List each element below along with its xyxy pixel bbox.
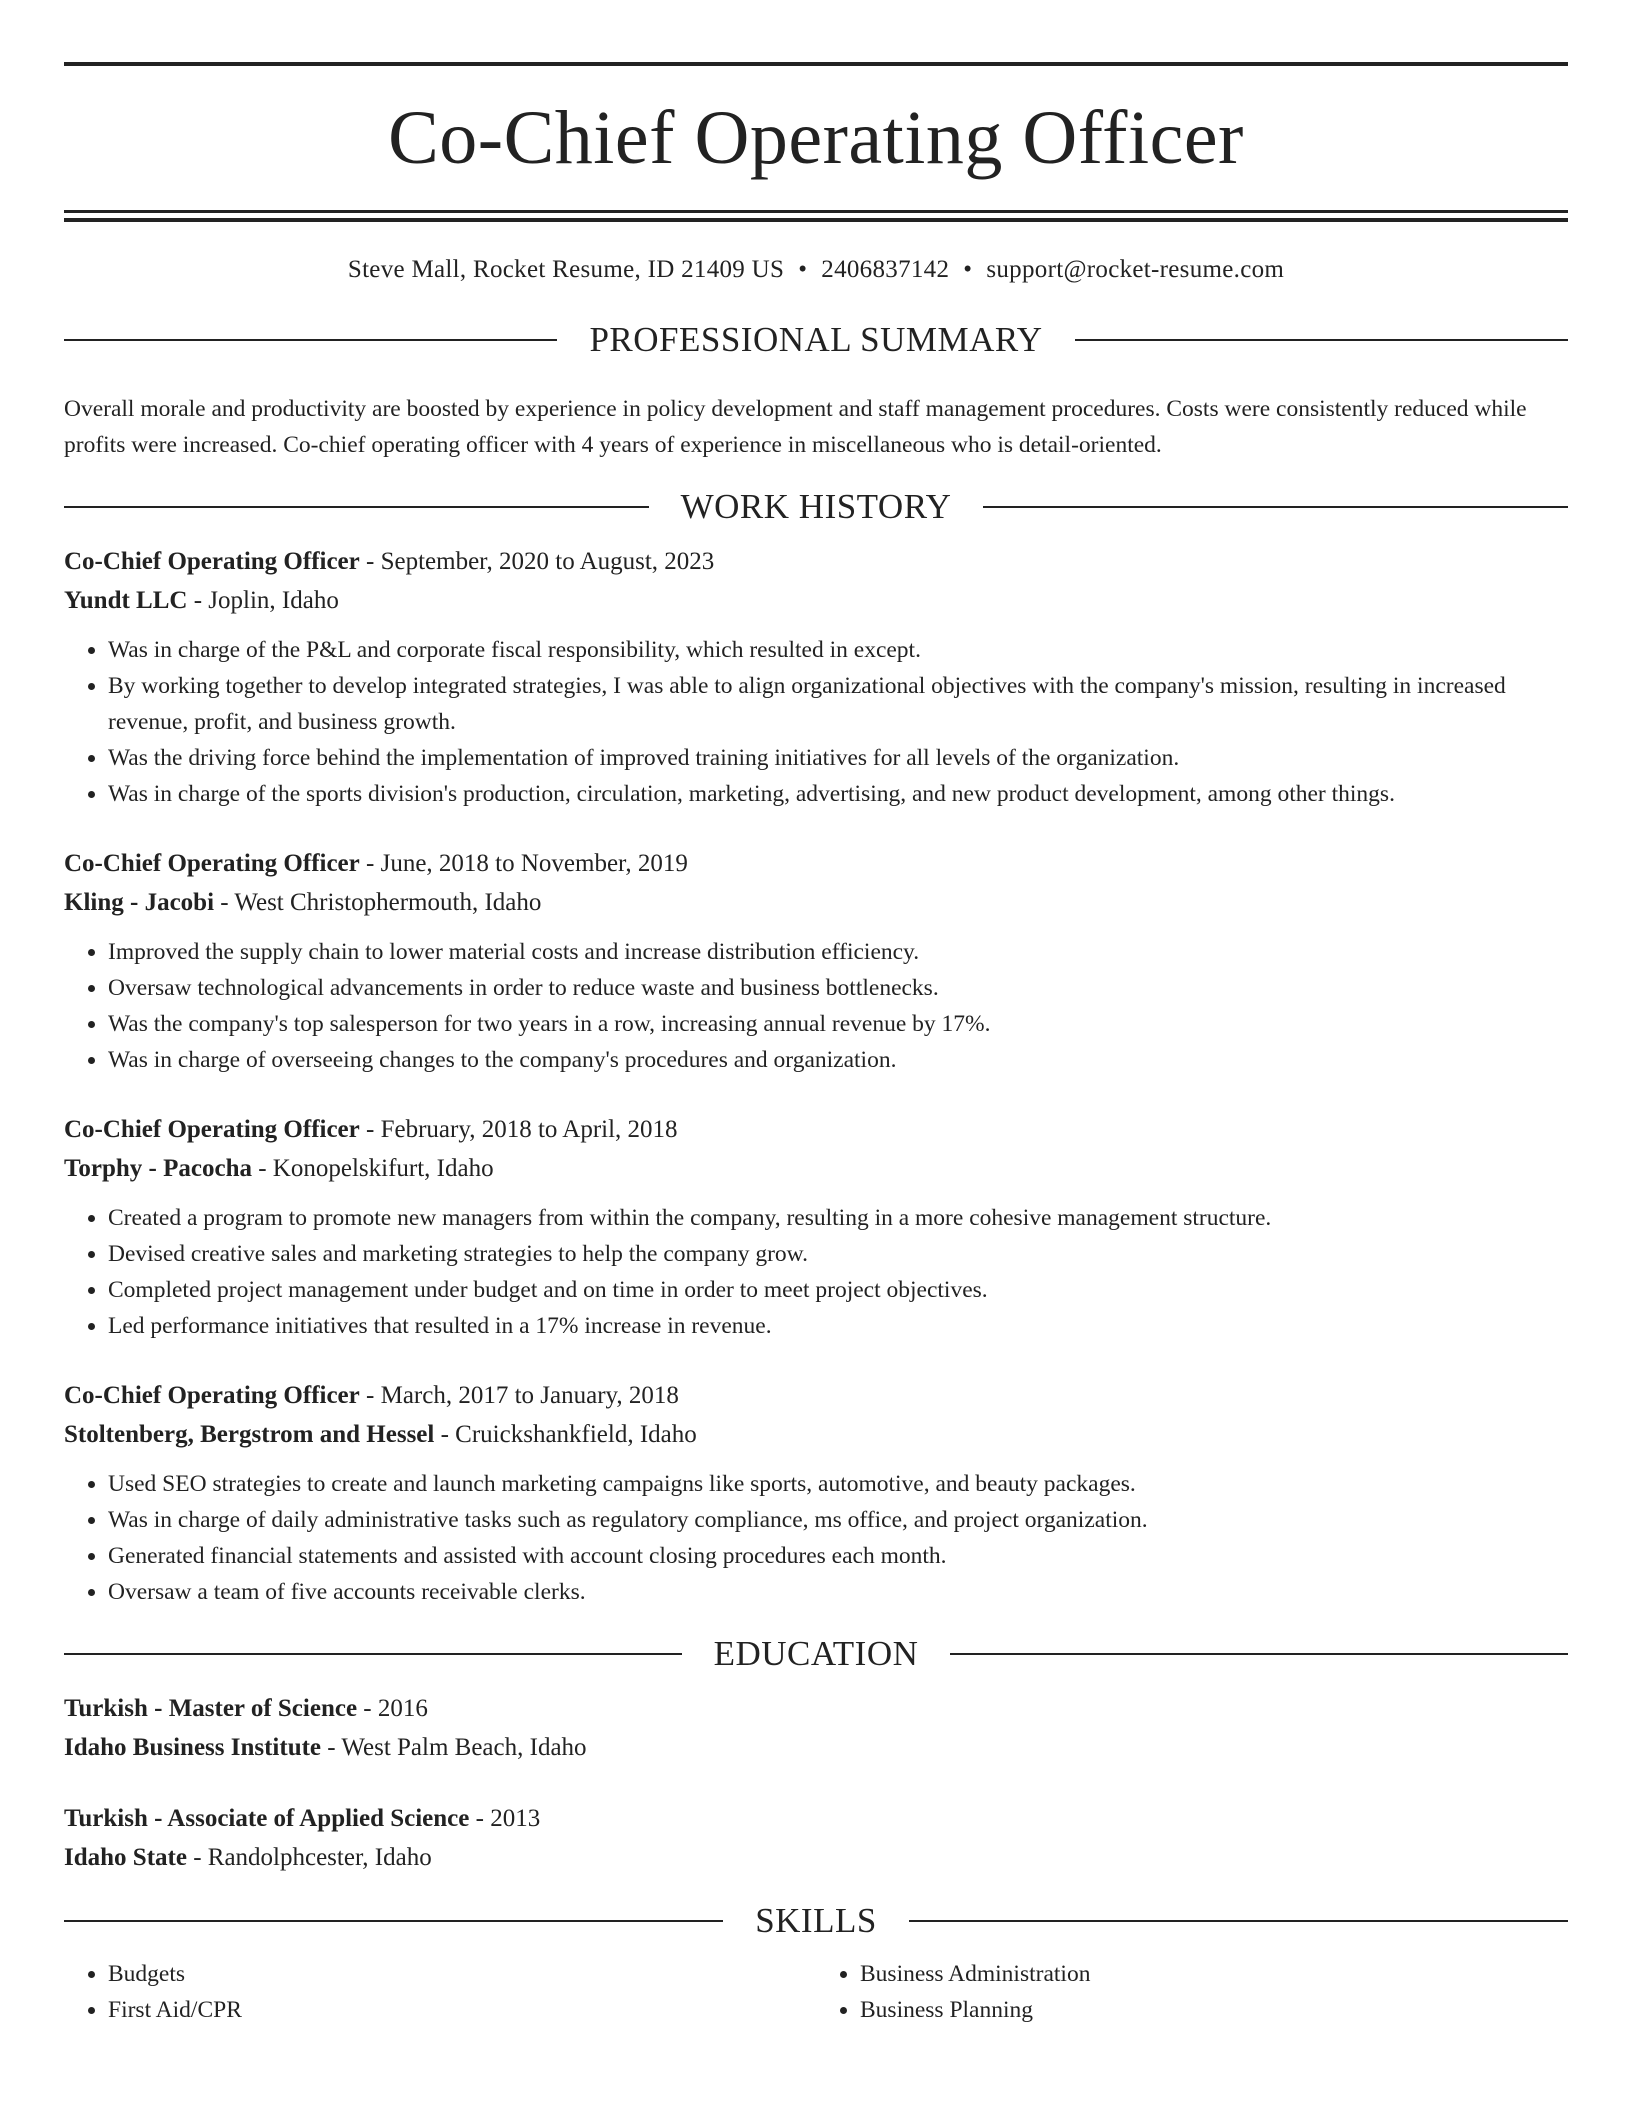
skills-list-right [816, 1956, 1568, 2028]
job-role: Co-Chief Operating Officer [64, 850, 360, 877]
section-heading-education [64, 1636, 1568, 1671]
job-company: Stoltenberg, Bergstrom and Hessel [64, 1421, 435, 1448]
edu-degree: Turkish - Associate of Applied Science [64, 1805, 470, 1832]
job-role-line [64, 844, 1568, 883]
job-bullets [64, 934, 1568, 1078]
job-company: Kling - Jacobi [64, 889, 215, 916]
job-bullet: • Led performance initiatives that resulted in a 17% increase in revenue. [108, 1308, 1568, 1344]
job-role-line [64, 1376, 1568, 1415]
education-entry [64, 1799, 1568, 1877]
heading-rule [64, 1920, 723, 1922]
job-bullet: • Used SEO strategies to create and launch marketing campaigns like sports, automotive, and beauty packages. [108, 1466, 1568, 1502]
job-bullet: • Completed project management under budget and on time in order to meet project objectives. [108, 1272, 1568, 1308]
job-bullet: • Was the company's top salesperson for two years in a row, increasing annual revenue by 17%. [108, 1006, 1568, 1042]
contact-line [64, 256, 1568, 284]
job-role-line [64, 542, 1568, 581]
edu-school: Idaho Business Institute [64, 1734, 322, 1761]
job-bullets [64, 632, 1568, 812]
job-bullet: • Was the driving force behind the implementation of improved training initiatives for all levels of the organization. [108, 740, 1568, 776]
top-rule [64, 62, 1568, 66]
skill-item: • First Aid/CPR [108, 1992, 816, 2028]
edu-school: Idaho State [64, 1844, 187, 1871]
skill-item: • Business Planning [860, 1992, 1568, 2028]
edu-year: - 2013 [469, 1805, 541, 1832]
skill-item: • Budgets [108, 1956, 816, 1992]
job-bullet: • Was in charge of the sports division's production, circulation, marketing, advertising, and new product development, among other things. [108, 776, 1568, 812]
section-heading-summary [64, 322, 1568, 357]
job-entry [64, 844, 1568, 1078]
heading-rule [64, 506, 649, 508]
job-bullet: • Created a program to promote new managers from within the company, resulting in a more cohesive management structure. [108, 1200, 1568, 1236]
job-company-line [64, 1149, 1568, 1188]
skill-item: • Business Administration [860, 1956, 1568, 1992]
education-entry [64, 1689, 1568, 1767]
job-bullets [64, 1466, 1568, 1610]
heading-rule [909, 1920, 1568, 1922]
job-role-line [64, 1110, 1568, 1149]
job-company: Torphy - Pacocha [64, 1155, 252, 1182]
edu-degree: Turkish - Master of Science [64, 1695, 358, 1722]
heading-rule [950, 1653, 1568, 1655]
job-bullet: • Was in charge of daily administrative tasks such as regulatory compliance, ms office, and project organization. [108, 1502, 1568, 1538]
heading-rule [983, 506, 1568, 508]
section-title: PROFESSIONAL SUMMARY [589, 320, 1043, 359]
heading-rule [64, 1653, 682, 1655]
heading-rule [64, 339, 557, 341]
title-double-rule [64, 210, 1568, 222]
edu-school-line [64, 1838, 1568, 1877]
edu-degree-line [64, 1799, 1568, 1838]
job-location: - Konopelskifurt, Idaho [251, 1155, 494, 1182]
edu-degree-line [64, 1689, 1568, 1728]
job-dates: - March, 2017 to January, 2018 [359, 1382, 679, 1409]
job-bullet: • Improved the supply chain to lower material costs and increase distribution efficiency. [108, 934, 1568, 970]
section-title: WORK HISTORY [680, 487, 952, 526]
job-entry [64, 1376, 1568, 1610]
edu-year: - 2016 [357, 1695, 428, 1722]
job-bullet: • Devised creative sales and marketing strategies to help the company grow. [108, 1236, 1568, 1272]
job-bullet: • Was in charge of overseeing changes to the company's procedures and organization. [108, 1042, 1568, 1078]
heading-rule [1075, 339, 1568, 341]
job-role: Co-Chief Operating Officer [64, 1382, 360, 1409]
job-role: Co-Chief Operating Officer [64, 1116, 360, 1143]
contact-email[interactable]: support@rocket-resume.com [986, 256, 1285, 283]
job-bullet: • Oversaw technological advancements in order to reduce waste and business bottlenecks. [108, 970, 1568, 1006]
section-heading-work [64, 489, 1568, 524]
job-location: - Cruickshankfield, Idaho [434, 1421, 697, 1448]
job-location: - West Christophermouth, Idaho [214, 889, 542, 916]
edu-location: - West Palm Beach, Idaho [321, 1734, 587, 1761]
job-bullet: • Was in charge of the P&L and corporate fiscal responsibility, which resulted in except. [108, 632, 1568, 668]
resume-page [64, 0, 1568, 2028]
section-title: EDUCATION [713, 1634, 919, 1673]
job-dates: - June, 2018 to November, 2019 [359, 850, 688, 877]
job-bullets [64, 1200, 1568, 1344]
work-history-list [64, 542, 1568, 1610]
job-company-line [64, 1415, 1568, 1454]
job-company-line [64, 581, 1568, 620]
contact-separator: • [798, 256, 808, 283]
job-location: - Joplin, Idaho [187, 587, 339, 614]
contact-separator: • [963, 256, 973, 283]
contact-address: Steve Mall, Rocket Resume, ID 21409 US [347, 256, 785, 283]
job-bullet: • By working together to develop integrated strategies, I was able to align organizational objectives with the company's mission, resulting in increased revenue, profit, and business growth. [108, 668, 1568, 740]
section-heading-skills [64, 1903, 1568, 1938]
summary-text: Overall morale and productivity are boosted by experience in policy development and staff management procedures. Costs were consistently reduced while profits were increased. Co-chief operating officer with 4 years of experience in miscellaneous who is detail-oriented. [64, 396, 1527, 458]
skills-list-left [64, 1956, 816, 2028]
job-bullet: • Oversaw a team of five accounts receivable clerks. [108, 1574, 1568, 1610]
job-role: Co-Chief Operating Officer [64, 548, 360, 575]
job-bullet: • Generated financial statements and assisted with account closing procedures each month. [108, 1538, 1568, 1574]
edu-school-line [64, 1728, 1568, 1767]
job-dates: - February, 2018 to April, 2018 [359, 1116, 678, 1143]
job-company-line [64, 883, 1568, 922]
job-entry [64, 542, 1568, 812]
job-company: Yundt LLC [64, 587, 188, 614]
contact-phone: 2406837142 [821, 256, 950, 283]
edu-location: - Randolphcester, Idaho [186, 1844, 432, 1871]
resume-title: Co-Chief Operating Officer [388, 96, 1244, 180]
skills-columns [64, 1956, 1568, 2028]
job-dates: - September, 2020 to August, 2023 [359, 548, 715, 575]
job-entry [64, 1110, 1568, 1344]
section-title: SKILLS [755, 1901, 877, 1940]
